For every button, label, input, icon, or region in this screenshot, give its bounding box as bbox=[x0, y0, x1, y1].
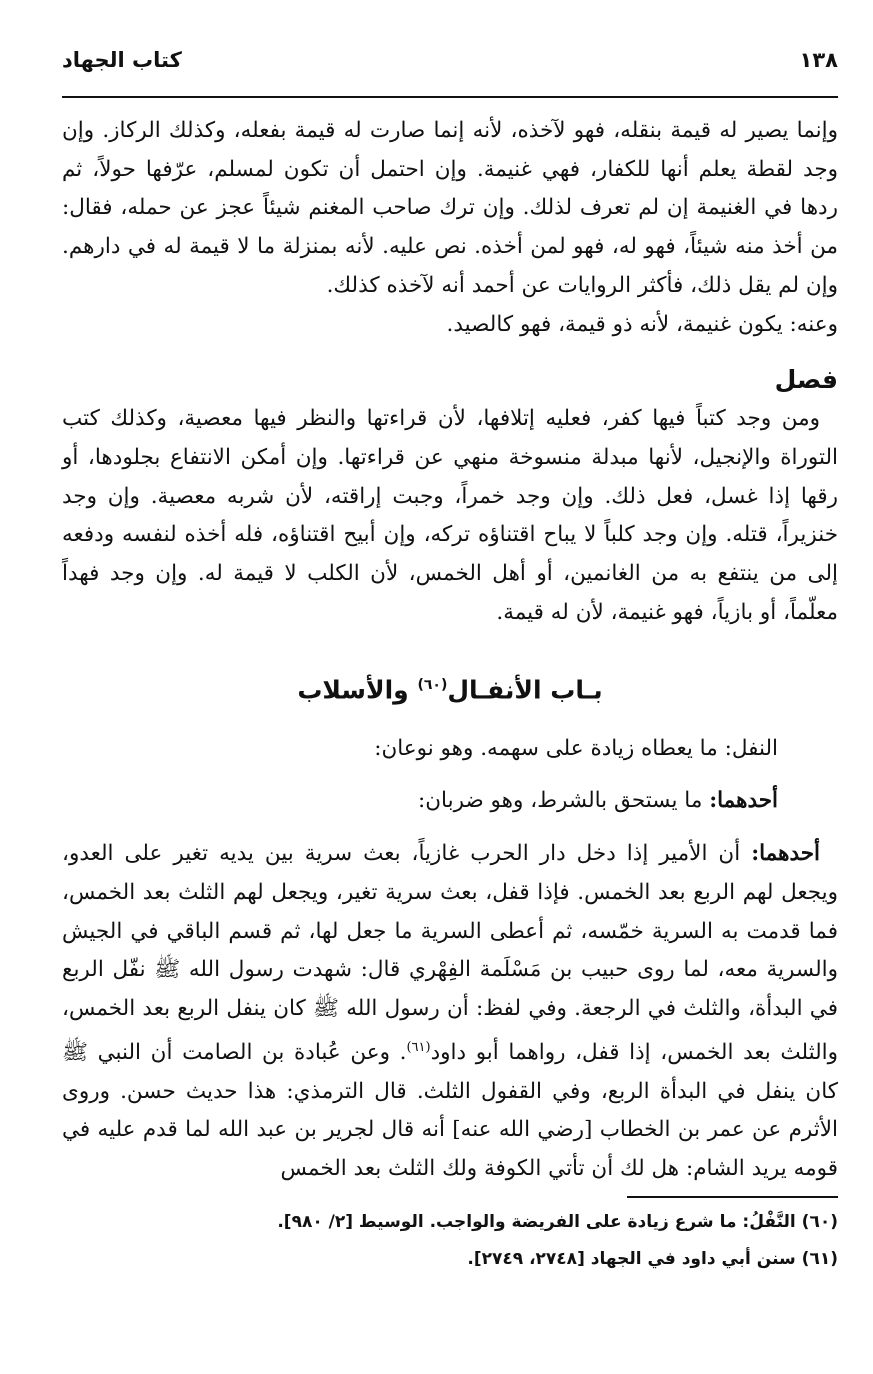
running-head bbox=[62, 40, 838, 80]
footnote-rule bbox=[627, 1196, 838, 1198]
definition-line: النفل: ما يعطاه زيادة على سهمه. وهو نوعان: bbox=[374, 735, 778, 761]
header-rule bbox=[62, 96, 838, 98]
paragraph-found-items: وإنما يصير له قيمة بنقله، فهو لآخذه، لأنه إنما صارت له قيمة بفعله، وكذلك الركاز. وإن وجد لقطة يعلم أنها للكفار، فهي غنيمة. وإن احتمل أن تكون لمسلم، عرّفها حولاً، ثم ردها في الغنيمة إن لم تعرف لذلك. وإن ترك صاحب المغنم شيئاً عجز عن حمله، فقال: من أخذ منه شيئاً، فهو له، فهو لمن أخذه. نص عليه. لأنه بمنزلة ما لا قيمة له في دارهم. وإن لم يقل ذلك، فأكثر الروايات عن أحمد أنه لآخذه كذلك. bbox=[62, 118, 838, 298]
paragraph-alternate-ruling: وعنه: يكون غنيمة، لأنه ذو قيمة، فهو كالصيد. bbox=[446, 311, 838, 337]
type-one-text: ما يستحق بالشرط، وهو ضربان: bbox=[418, 788, 710, 814]
footnote-61: (٦١) سنن أبي داود في الجهاد [٢٧٤٨، ٢٧٤٩]. bbox=[467, 1249, 838, 1269]
book-title: كتاب الجهاد bbox=[62, 48, 182, 72]
case-one-text: أن الأمير إذا دخل دار الحرب غازياً، بعث سرية بين يديه تغير على العدو، ويجعل لهم الربع بعد الخمس. فإذا قفل، بعث سرية تغير، ويجعل لهم الثلث بعد الخمس، فما قدمت به السرية خمّسه، ثم أعطى السرية ما جعل لها، ثم قسم الباقي في الجيش والسرية معه، لما روى حبيب بن مَسْلَمة الفِهْري قال: شهدت رسول الله ﷺ نفّل الربع في البدأة، والثلث في الرجعة. وفي لفظ: أن رسول الله ﷺ كان ينفل الربع بعد الخمس، والثلث بعد الخمس، إذا قفل، رواهما أبو داود bbox=[62, 841, 838, 1065]
type-one-lead: أحدهما: bbox=[709, 788, 778, 814]
case-one-lead: أحدهما: bbox=[751, 841, 820, 867]
chapter-title-part1: بـاب الأنفـال bbox=[447, 675, 603, 705]
footnotes bbox=[62, 1208, 838, 1282]
paragraph-books-and-wine: ومن وجد كتباً فيها كفر، فعليه إتلافها، لأن قراءتها والنظر فيها معصية، وكذلك كتب التوراة والإنجيل، لأنها مبدلة منسوخة منهي عن قراءتها. وإن أمكن الانتفاع بجلودها، أو رقها إذا غسل، فعل ذلك. وإن وجد خمراً، وجبت إراقته، لأن شربه معصية. وإن وجد خنزيراً، قتله. وإن وجد كلباً لا يباح اقتناؤه تركه، وإن أبيح اقتناؤه، فله أخذه لنفسه ودفعه إلى من ينتفع به من الغانمين، أو أهل الخمس، لأن الكلب لا قيمة له. وإن وجد فهداً معلّماً، أو بازياً، فهو غنيمة، لأن له قيمة. bbox=[62, 406, 838, 625]
case-one-text-continued: . وعن عُبادة بن الصامت أن النبي ﷺ كان ينفل في البدأة الربع، وفي القفول الثلث. قال الترمذي: هذا حديث حسن. وروى الأثرم عن عمر بن الخطاب [رضي الله عنه] أنه قال لجرير بن عبد الله لما قدم عليه في قومه يريد الشام: هل لك أن تأتي الكوفة ولك الثلث بعد الخمس bbox=[62, 1039, 838, 1181]
chapter-title bbox=[62, 668, 838, 707]
paragraph-case-one bbox=[62, 835, 838, 1188]
type-one-line bbox=[62, 782, 838, 821]
footnote-ref-60: (٦٠) bbox=[417, 677, 448, 694]
page-body bbox=[62, 112, 838, 1189]
footnote-ref-61: (٦١) bbox=[406, 1039, 431, 1055]
section-heading: فصل bbox=[774, 365, 838, 395]
page-number: ١٣٨ bbox=[799, 48, 838, 72]
chapter-title-part2: والأسلاب bbox=[297, 675, 418, 705]
footnote-60: (٦٠) النَّفْلُ: ما شرع زيادة على الفريضة والواجب. الوسيط [٢/ ٩٨٠]. bbox=[277, 1212, 838, 1232]
